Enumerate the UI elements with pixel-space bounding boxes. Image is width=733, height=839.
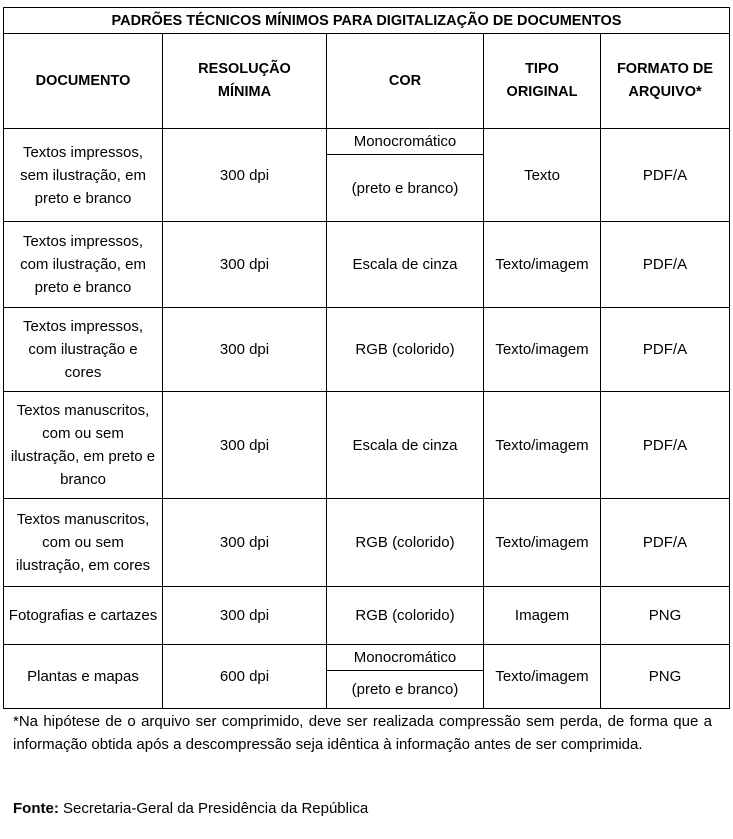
cell-resolucao: 300 dpi xyxy=(163,308,327,392)
cell-resolucao: 300 dpi xyxy=(163,587,327,645)
cell-tipo: Texto/imagem xyxy=(484,392,601,499)
cell-documento: Textos impressos, com ilustração e cores xyxy=(4,308,163,392)
cell-documento: Fotografias e cartazes xyxy=(4,587,163,645)
cell-formato: PDF/A xyxy=(601,308,730,392)
source-label: Fonte: xyxy=(13,800,59,817)
cell-documento: Plantas e mapas xyxy=(4,645,163,709)
header-formato: FORMATO DE ARQUIVO* xyxy=(601,34,730,129)
cell-formato: PDF/A xyxy=(601,129,730,222)
cell-cor xyxy=(327,129,484,222)
cell-cor-top: Monocromático xyxy=(327,129,483,155)
cell-resolucao: 300 dpi xyxy=(163,129,327,222)
cell-tipo: Texto/imagem xyxy=(484,308,601,392)
cell-formato: PNG xyxy=(601,587,730,645)
cell-cor: RGB (colorido) xyxy=(327,308,484,392)
header-cor: COR xyxy=(327,34,484,129)
cell-resolucao: 300 dpi xyxy=(163,392,327,499)
table-row xyxy=(4,587,730,645)
cell-formato: PDF/A xyxy=(601,392,730,499)
table-row xyxy=(4,392,730,499)
cell-resolucao: 300 dpi xyxy=(163,499,327,587)
table-row xyxy=(4,129,730,222)
cell-tipo: Texto/imagem xyxy=(484,222,601,308)
cell-tipo: Texto/imagem xyxy=(484,499,601,587)
cell-formato: PNG xyxy=(601,645,730,709)
cell-resolucao: 600 dpi xyxy=(163,645,327,709)
cell-documento: Textos impressos, sem ilustração, em preto e branco xyxy=(4,129,163,222)
header-documento: DOCUMENTO xyxy=(4,34,163,129)
cell-tipo: Imagem xyxy=(484,587,601,645)
cell-formato: PDF/A xyxy=(601,499,730,587)
table-row xyxy=(4,499,730,587)
cell-resolucao: 300 dpi xyxy=(163,222,327,308)
cell-cor-bottom: (preto e branco) xyxy=(351,179,459,197)
standards-table xyxy=(3,7,730,709)
cell-cor: RGB (colorido) xyxy=(327,587,484,645)
footnote: *Na hipótese de o arquivo ser comprimido, deve ser realizada compressão sem perda, de forma que a informação obtida após a descompressão seja idêntica à informação antes de ser comprimida. xyxy=(13,713,712,753)
cell-cor xyxy=(327,645,484,709)
header-row xyxy=(4,34,730,129)
cell-cor-bottom: (preto e branco) xyxy=(351,681,459,698)
table-row xyxy=(4,222,730,308)
cell-documento: Textos impressos, com ilustração, em preto e branco xyxy=(4,222,163,308)
header-tipo-original: TIPO ORIGINAL xyxy=(484,34,601,129)
cell-tipo: Texto/imagem xyxy=(484,645,601,709)
cell-documento: Textos manuscritos, com ou sem ilustração, em cores xyxy=(4,499,163,587)
cell-formato: PDF/A xyxy=(601,222,730,308)
table-row xyxy=(4,308,730,392)
table-row xyxy=(4,645,730,709)
cell-cor-top: Monocromático xyxy=(327,645,483,671)
title-row xyxy=(4,8,730,34)
table-title: PADRÕES TÉCNICOS MÍNIMOS PARA DIGITALIZAÇÃO DE DOCUMENTOS xyxy=(4,8,730,34)
source-line xyxy=(13,797,368,820)
cell-cor: Escala de cinza xyxy=(327,222,484,308)
cell-documento: Textos manuscritos, com ou sem ilustração, em preto e branco xyxy=(4,392,163,499)
cell-cor: Escala de cinza xyxy=(327,392,484,499)
cell-cor: RGB (colorido) xyxy=(327,499,484,587)
header-resolucao: RESOLUÇÃO MÍNIMA xyxy=(163,34,327,129)
source-text: Secretaria-Geral da Presidência da República xyxy=(58,800,369,817)
cell-tipo: Texto xyxy=(484,129,601,222)
